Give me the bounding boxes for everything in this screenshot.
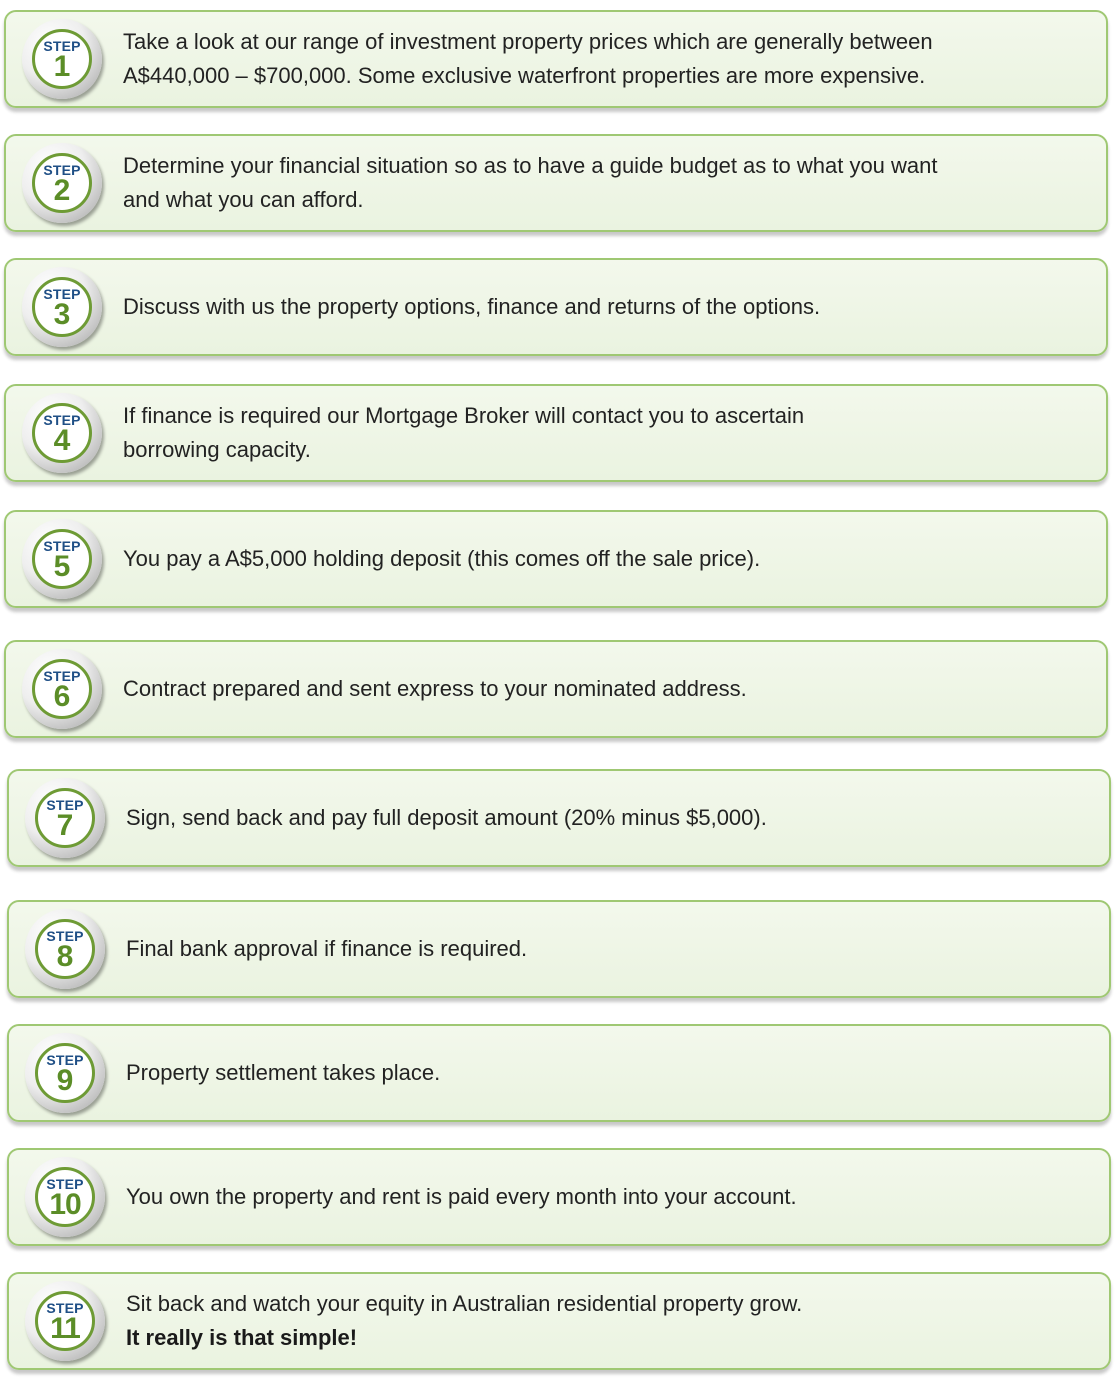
step-description [126,1180,1049,1214]
step-badge-label: STEP [46,928,84,944]
step-description [123,542,1046,576]
step-card-11 [7,1272,1111,1370]
step-number: 8 [56,940,74,973]
step-description [126,1056,1049,1090]
step-description [126,1287,1049,1355]
step-badge-label: STEP [46,1052,84,1068]
step-badge-10 [25,1157,105,1237]
step-text-line: A$440,000 – $700,000. Some exclusive waterfront properties are more expensive. [123,63,926,88]
step-card-9 [7,1024,1111,1122]
step-number: 3 [53,298,71,331]
step-card-6 [4,640,1108,738]
step-description [123,672,1046,706]
step-card-10 [7,1148,1111,1246]
step-badge-label: STEP [46,1300,84,1316]
step-badge-label: STEP [46,1176,84,1192]
step-badge-label: STEP [43,286,81,302]
step-card-5 [4,510,1108,608]
step-number: 4 [53,424,71,457]
step-number: 1 [53,50,71,83]
step-card-3 [4,258,1108,356]
step-badge-label: STEP [43,162,81,178]
step-badge-7 [25,778,105,858]
step-emphasis-line: It really is that simple! [126,1325,358,1350]
step-number: 5 [53,550,71,583]
step-number: 11 [50,1312,80,1345]
step-description [126,932,1049,966]
step-badge-11 [25,1281,105,1361]
step-badge-label: STEP [43,412,81,428]
step-badge-1 [22,19,102,99]
step-text-line: Discuss with us the property options, finance and returns of the options. [123,294,821,319]
step-description [123,149,1046,217]
step-badge-8 [25,909,105,989]
step-text-line: Final bank approval if finance is required. [126,936,528,961]
step-badge-6 [22,649,102,729]
step-text-line: Property settlement takes place. [126,1060,441,1085]
step-badge-5 [22,519,102,599]
step-text-line: and what you can afford. [123,187,364,212]
step-number: 9 [56,1064,74,1097]
step-badge-label: STEP [43,668,81,684]
step-text-line: Determine your financial situation so as to have a guide budget as to what you want [123,153,938,178]
step-text-line: borrowing capacity. [123,437,311,462]
step-description [123,290,1046,324]
step-text-line: Sign, send back and pay full deposit amount (20% minus $5,000). [126,805,767,830]
step-badge-3 [22,267,102,347]
step-card-1 [4,10,1108,108]
step-text-line: Sit back and watch your equity in Australian residential property grow. [126,1291,803,1316]
step-description [126,801,1049,835]
step-number: 7 [56,809,74,842]
step-badge-2 [22,143,102,223]
step-number: 6 [53,680,71,713]
step-text-line: You own the property and rent is paid every month into your account. [126,1184,797,1209]
step-text-line: You pay a A$5,000 holding deposit (this comes off the sale price). [123,546,761,571]
step-card-2 [4,134,1108,232]
step-card-7 [7,769,1111,867]
step-text-line: Contract prepared and sent express to your nominated address. [123,676,747,701]
step-badge-label: STEP [43,38,81,54]
step-badge-label: STEP [46,797,84,813]
step-description [123,399,1046,467]
step-text-line: If finance is required our Mortgage Broker will contact you to ascertain [123,403,805,428]
step-badge-label: STEP [43,538,81,554]
step-badge-9 [25,1033,105,1113]
step-badge-4 [22,393,102,473]
step-text-line: Take a look at our range of investment property prices which are generally between [123,29,933,54]
step-number: 2 [53,174,71,207]
step-number: 10 [49,1188,81,1221]
step-card-4 [4,384,1108,482]
step-card-8 [7,900,1111,998]
step-description [123,25,1046,93]
